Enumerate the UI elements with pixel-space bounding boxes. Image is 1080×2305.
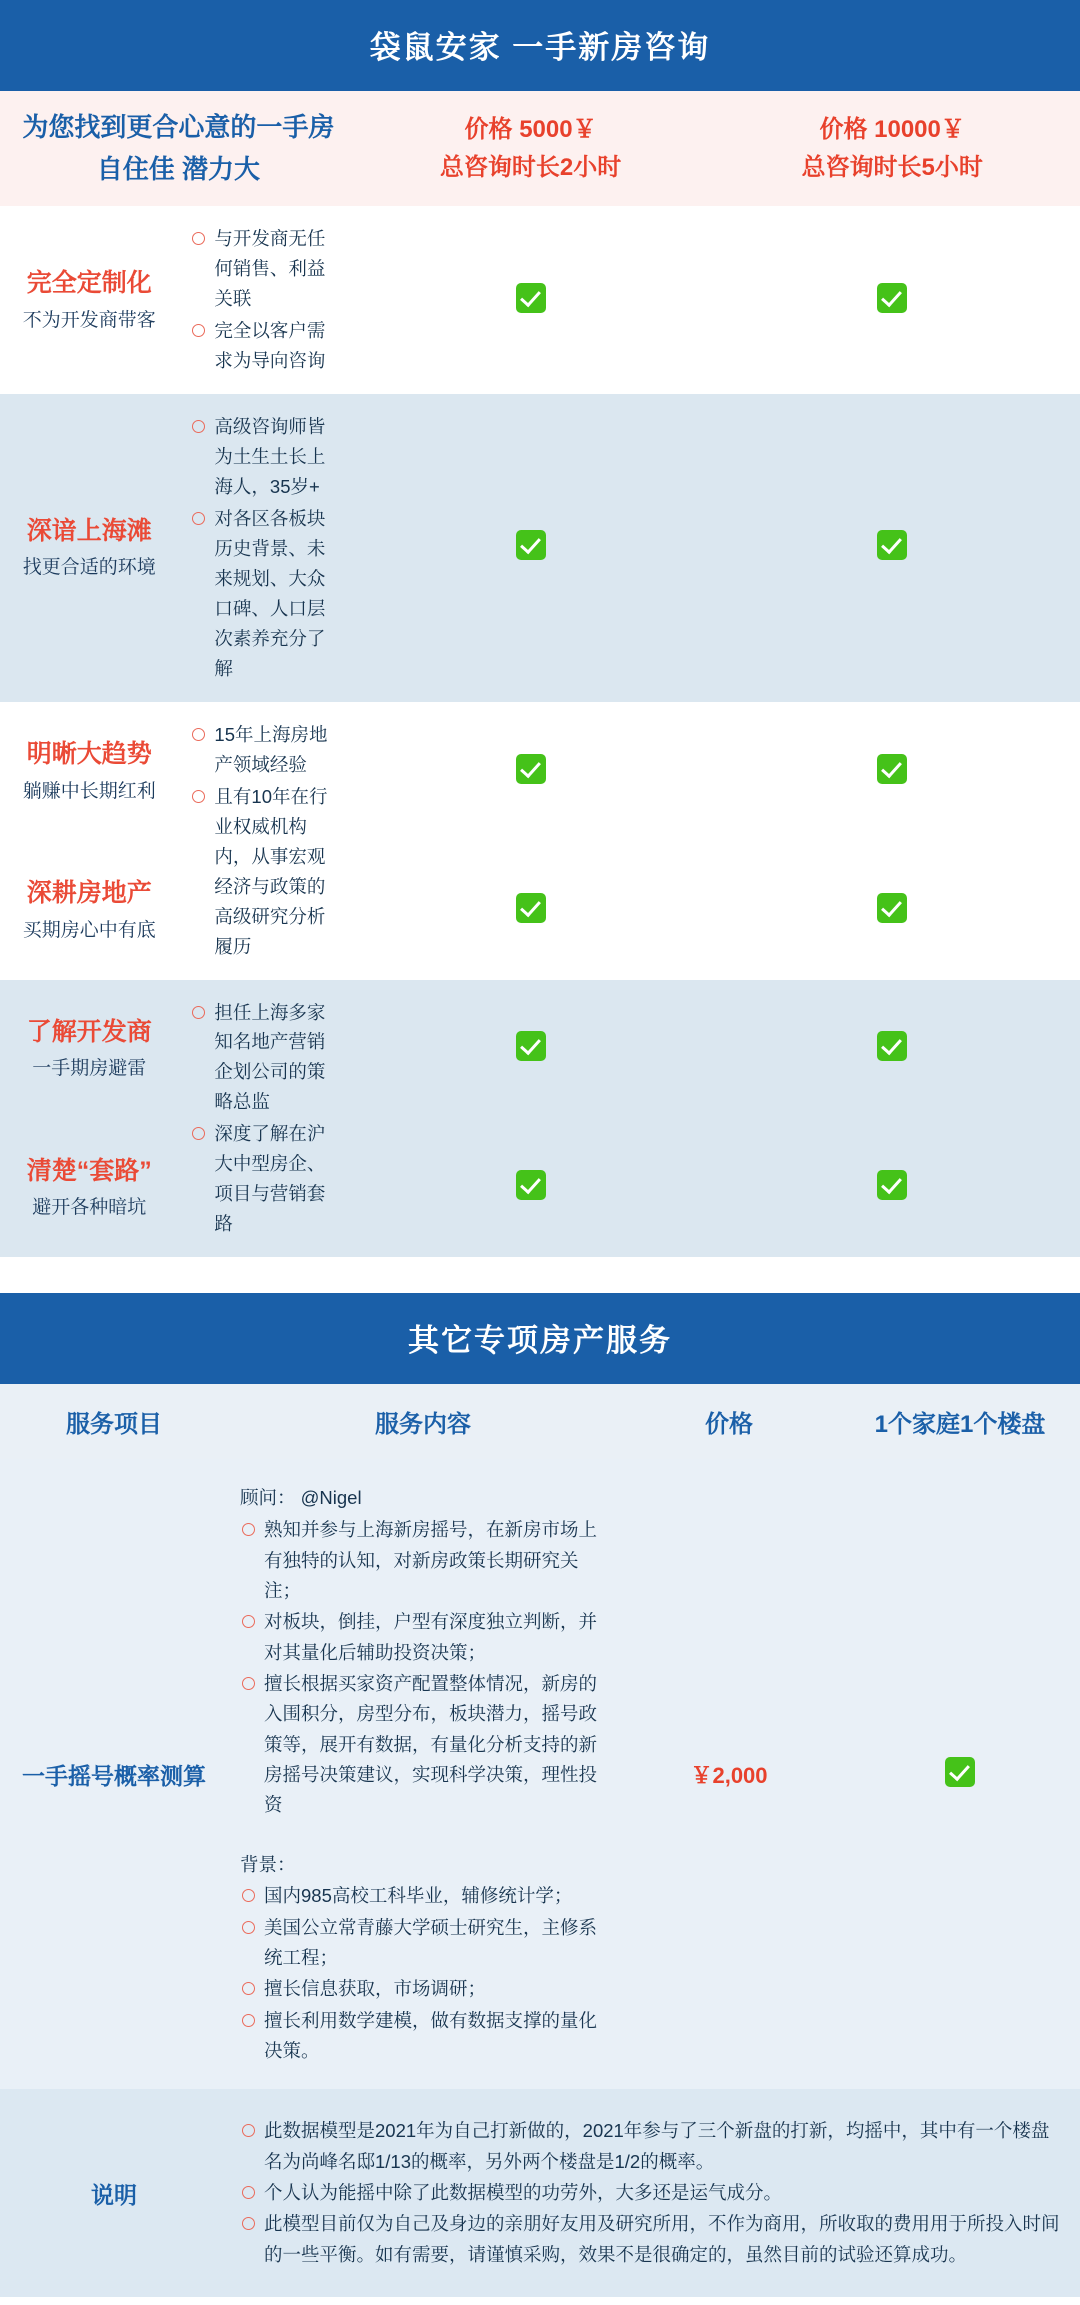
feature-bullet: 深度了解在沪大中型房企、项目与营销套路	[188, 1119, 342, 1239]
plan-b-included	[704, 702, 1080, 841]
check-icon	[516, 283, 546, 313]
advisor-name: 顾问： @Nigel	[240, 1487, 362, 1509]
feature-row	[0, 394, 1080, 702]
feature-bullet: 高级咨询师皆为土生土长上海人，35岁+	[188, 412, 342, 502]
plan-b-included	[704, 980, 1080, 1119]
col-header-price: 价格	[618, 1384, 840, 1459]
feature-title-cell	[0, 394, 178, 702]
check-icon	[516, 893, 546, 923]
col-header-service-content: 服务内容	[228, 1384, 618, 1459]
feature-title-cell	[0, 702, 178, 841]
check-icon	[877, 893, 907, 923]
check-icon	[877, 1170, 907, 1200]
plan-b-price: 价格 10000￥	[819, 116, 965, 144]
feature-bullet: 完全以客户需求为导向咨询	[188, 316, 342, 376]
feature-desc-cell-merged	[178, 980, 356, 1258]
feature-subtitle: 不为开发商带客	[22, 309, 156, 331]
feature-title-cell	[0, 1118, 178, 1257]
background-heading: 背景：	[240, 1853, 296, 1875]
note-bullet: 此数据模型是2021年为自己打新做的，2021年参与了三个新盘的打新，均摇中，其中有一个楼盘名为尚峰名邸1/13的概率，另外两个楼盘是1/2的概率。	[238, 2116, 1062, 2177]
feature-title-cell	[0, 841, 178, 980]
feature-desc-cell	[178, 206, 356, 394]
plan-a-header	[357, 91, 704, 206]
note-content	[228, 2089, 1080, 2297]
services-header-row	[0, 1384, 1080, 1459]
col-header-service-item: 服务项目	[0, 1384, 228, 1459]
value-proposition-line2: 自住佳 潜力大	[96, 153, 261, 184]
feature-title: 深谙上海滩	[26, 516, 152, 545]
section-divider	[0, 1257, 1080, 1293]
feature-subtitle: 躺赚中长期红利	[22, 780, 156, 802]
plan-b-duration: 总咨询时长5小时	[801, 153, 983, 181]
plans-header-row	[0, 91, 1080, 206]
note-row	[0, 2089, 1080, 2297]
plan-a-included	[357, 980, 704, 1119]
check-icon	[877, 754, 907, 784]
plan-a-included	[357, 702, 704, 841]
plan-a-included	[357, 841, 704, 980]
feature-bullet: 且有10年在行业权威机构内，从事宏观经济与政策的高级研究分析履历	[188, 782, 342, 962]
plan-a-duration: 总咨询时长2小时	[439, 153, 622, 181]
feature-row	[0, 702, 1080, 841]
check-icon	[877, 283, 907, 313]
plan-a-included	[357, 394, 704, 702]
service-bullet: 对板块，倒挂，户型有深度独立判断，并对其量化后辅助投资决策；	[238, 1607, 602, 1668]
background-bullet: 美国公立常青藤大学硕士研究生，主修系统工程；	[238, 1913, 602, 1974]
note-label: 说明	[0, 2089, 228, 2297]
feature-title-cell	[0, 206, 178, 394]
plan-b-included	[704, 1118, 1080, 1257]
background-bullet: 擅长信息获取，市场调研；	[238, 1974, 602, 2004]
plan-b-included	[704, 841, 1080, 980]
feature-bullet: 对各区各板块历史背景、未来规划、大众口碑、人口层次素养充分了解	[188, 504, 342, 684]
feature-row	[0, 1118, 1080, 1257]
value-proposition-line1: 为您找到更合心意的一手房	[22, 112, 335, 142]
check-icon	[945, 1757, 975, 1787]
feature-subtitle: 避开各种暗坑	[32, 1197, 147, 1219]
feature-title: 完全定制化	[26, 269, 152, 298]
feature-bullet: 担任上海多家知名地产营销企划公司的策略总监	[188, 998, 342, 1118]
plan-a-price: 价格 5000￥	[464, 116, 597, 144]
service-content	[228, 1459, 618, 2089]
consulting-plans-table	[0, 91, 1080, 1257]
feature-row	[0, 206, 1080, 394]
value-proposition	[0, 91, 357, 206]
service-bullet: 熟知并参与上海新房摇号，在新房市场上有独特的认知，对新房政策长期研究关注；	[238, 1515, 602, 1606]
feature-title: 明晰大趋势	[26, 740, 152, 769]
check-icon	[877, 1031, 907, 1061]
plan-a-included	[357, 1118, 704, 1257]
plan-a-included	[357, 206, 704, 394]
feature-title: 清楚“套路”	[26, 1156, 152, 1185]
service-bullet: 擅长根据买家资产配置整体情况，新房的入围积分，房型分布，板块潜力，摇号政策等，展开有数据，有量化分析支持的新房摇号决策建议，实现科学决策，理性投资	[238, 1669, 602, 1821]
feature-bullet: 与开发商无任何销售、利益关联	[188, 224, 342, 314]
feature-title: 深耕房地产	[26, 879, 152, 908]
feature-desc-cell-merged	[178, 702, 356, 980]
note-bullet: 此模型目前仅为自己及身边的亲朋好友用及研究所用，不作为商用，所收取的费用用于所投入时间的一些平衡。如有需要，请谨慎采购，效果不是很确定的，虽然目前的试验还算成功。	[238, 2209, 1062, 2270]
other-services-table	[0, 1384, 1080, 2297]
section1-banner-title: 袋鼠安家 一手新房咨询	[0, 0, 1080, 91]
feature-row	[0, 980, 1080, 1119]
service-name: 一手摇号概率测算	[0, 1459, 228, 2089]
plan-b-included	[704, 394, 1080, 702]
check-icon	[516, 754, 546, 784]
feature-subtitle: 一手期房避雷	[32, 1058, 147, 1080]
feature-subtitle: 买期房心中有底	[22, 919, 156, 941]
feature-desc-cell	[178, 394, 356, 702]
feature-bullet: 15年上海房地产领域经验	[188, 720, 342, 780]
service-price: ￥2,000	[618, 1459, 840, 2089]
plan-b-included	[704, 206, 1080, 394]
content-spacer	[238, 1822, 602, 1848]
feature-title: 了解开发商	[26, 1017, 152, 1046]
check-icon	[516, 1170, 546, 1200]
note-bullet: 个人认为能摇中除了此数据模型的功劳外，大多还是运气成分。	[238, 2178, 1062, 2208]
check-icon	[516, 1031, 546, 1061]
service-row	[0, 1459, 1080, 2089]
feature-row	[0, 841, 1080, 980]
feature-title-cell	[0, 980, 178, 1119]
background-bullet: 擅长利用数学建模，做有数据支撑的量化决策。	[238, 2006, 602, 2067]
check-icon	[877, 530, 907, 560]
background-bullet: 国内985高校工科毕业，辅修统计学；	[238, 1881, 602, 1911]
service-scope-included	[840, 1459, 1080, 2089]
check-icon	[516, 530, 546, 560]
plan-b-header	[704, 91, 1080, 206]
section2-banner-title: 其它专项房产服务	[0, 1293, 1080, 1384]
col-header-scope: 1个家庭1个楼盘	[840, 1384, 1080, 1459]
feature-subtitle: 找更合适的环境	[22, 557, 156, 579]
